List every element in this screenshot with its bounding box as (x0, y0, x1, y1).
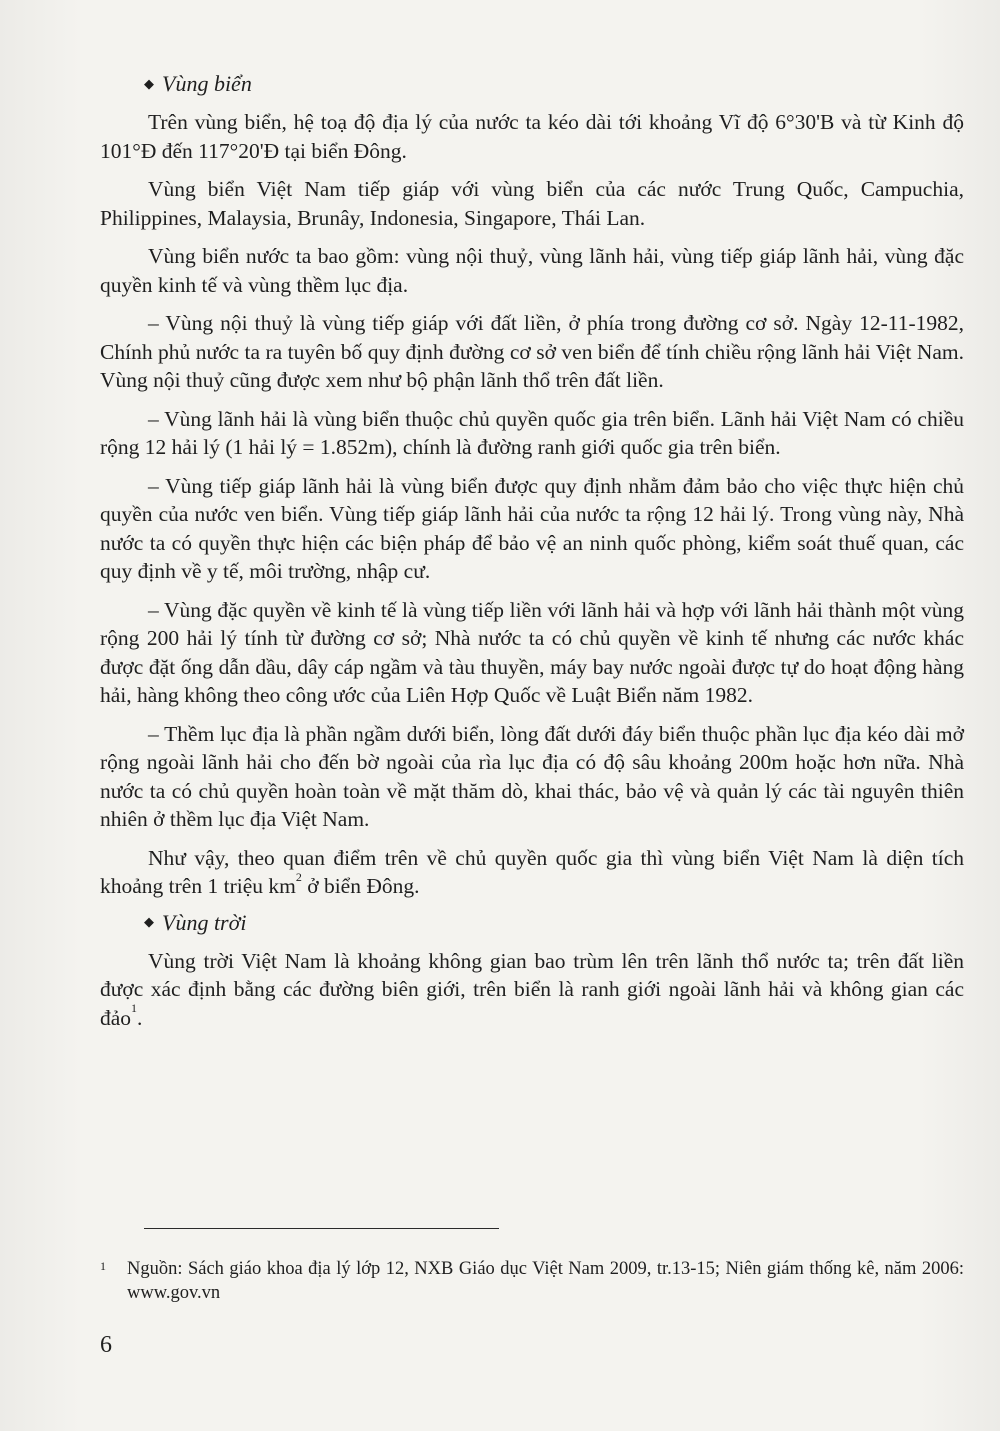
paragraph-territorial-sea: – Vùng lãnh hải là vùng biển thuộc chủ quyền quốc gia trên biển. Lãnh hải Việt Nam có chiều rộng 12 hải lý (1 hải lý = 1.852m), chính là đường ranh giới quốc gia trên biển. (100, 406, 964, 459)
page-number: 6 (100, 1332, 112, 1358)
section-heading-sea-label: Vùng biển (162, 71, 252, 96)
square-superscript: 2 (295, 869, 302, 884)
paragraph-continental-shelf: – Thềm lục địa là phần ngầm dưới biển, lòng đất dưới đáy biển thuộc phần lục địa kéo dài mở rộng ngoài lãnh hải cho đến bờ ngoài của rìa lục địa có độ sâu khoảng 200m hoặc hơn nữa. Nhà nước ta có chủ quyền hoàn toàn về mặt thăm dò, khai thác, bảo vệ và quản lý các tài nguyên thiên nhiên ở thềm lục địa Việt Nam. (100, 721, 964, 831)
page-content (100, 70, 964, 1042)
section-heading-sky-label: Vùng trời (162, 909, 247, 935)
summary-text-main: Như vậy, theo quan điểm trên về chủ quyền quốc gia thì vùng biển Việt Nam là diện tích khoảng trên 1 triệu km (100, 845, 964, 898)
paragraph-contiguous-zone: – Vùng tiếp giáp lãnh hải là vùng biển được quy định nhằm đảm bảo cho việc thực hiện chủ quyền của nước ven biển. Vùng tiếp giáp lãnh hải của nước ta rộng 12 hải lý. Trong vùng này, Nhà nước ta có quyền thực hiện các biện pháp để bảo vệ an ninh quốc phòng, kiểm soát thuế quan, các quy định về y tế, môi trường, nhập cư. (100, 473, 964, 583)
sky-paragraph-text: Vùng trời Việt Nam là khoảng không gian bao trùm lên trên lãnh thổ nước ta; trên đất liền được xác định bằng các đường biên giới, trên biển là ranh giới ngoài lãnh hải và không gian các đảo (100, 948, 964, 1030)
footnote-divider (144, 1228, 499, 1229)
paragraph-sky (100, 947, 964, 1033)
paragraph-sea-1: Trên vùng biển, hệ toạ độ địa lý của nước ta kéo dài tới khoảng Vĩ độ 6°30'B và từ Kinh độ 101°Đ đến 117°20'Đ tại biển Đông. (100, 110, 964, 163)
diamond-icon: ◆ (144, 914, 154, 929)
paragraph-internal-waters: – Vùng nội thuỷ là vùng tiếp giáp với đất liền, ở phía trong đường cơ sở. Ngày 12-11-1982, Chính phủ nước ta ra tuyên bố quy định đường cơ sở ven biển để tính chiều rộng lãnh hải Việt Nam. Vùng nội thuỷ cũng được xem như bộ phận lãnh thổ trên đất liền. (100, 311, 964, 392)
summary-text-end: ở biển Đông. (301, 874, 420, 898)
section-heading-sky (144, 909, 964, 937)
paragraph-sea-2: Vùng biển Việt Nam tiếp giáp với vùng biển của các nước Trung Quốc, Campuchia, Philippines, Malaysia, Brunây, Indonesia, Singapore, Thái Lan. (100, 177, 964, 230)
footnote-area (100, 1228, 964, 1305)
paragraph-summary (100, 844, 964, 901)
diamond-icon: ◆ (144, 75, 154, 91)
paragraph-sea-3: Vùng biển nước ta bao gồm: vùng nội thuỷ, vùng lãnh hải, vùng tiếp giáp lãnh hải, vùng đặc quyền kinh tế và vùng thềm lục địa. (100, 244, 964, 297)
paragraph-exclusive-economic-zone: – Vùng đặc quyền về kinh tế là vùng tiếp liền với lãnh hải và hợp với lãnh hải thành một vùng rộng 200 hải lý tính từ đường cơ sở; Nhà nước ta có chủ quyền về kinh tế nhưng các nước khác được đặt ống dẫn dầu, dây cáp ngầm và tàu thuyền, máy bay nước ngoài được tự do hoạt động hàng hải, hàng không theo công ước của Liên Hợp Quốc về Luật Biển năm 1982. (100, 597, 964, 707)
footnote (100, 1257, 964, 1305)
footnote-text: Nguồn: Sách giáo khoa địa lý lớp 12, NXB Giáo dục Việt Nam 2009, tr.13-15; Niên giám thống kê, năm 2006: www.gov.vn (127, 1259, 964, 1303)
footnote-reference: 1 (131, 1001, 138, 1016)
sky-paragraph-end: . (137, 1005, 143, 1030)
footnote-marker: 1 (100, 1259, 106, 1273)
section-heading-sea (144, 70, 964, 98)
